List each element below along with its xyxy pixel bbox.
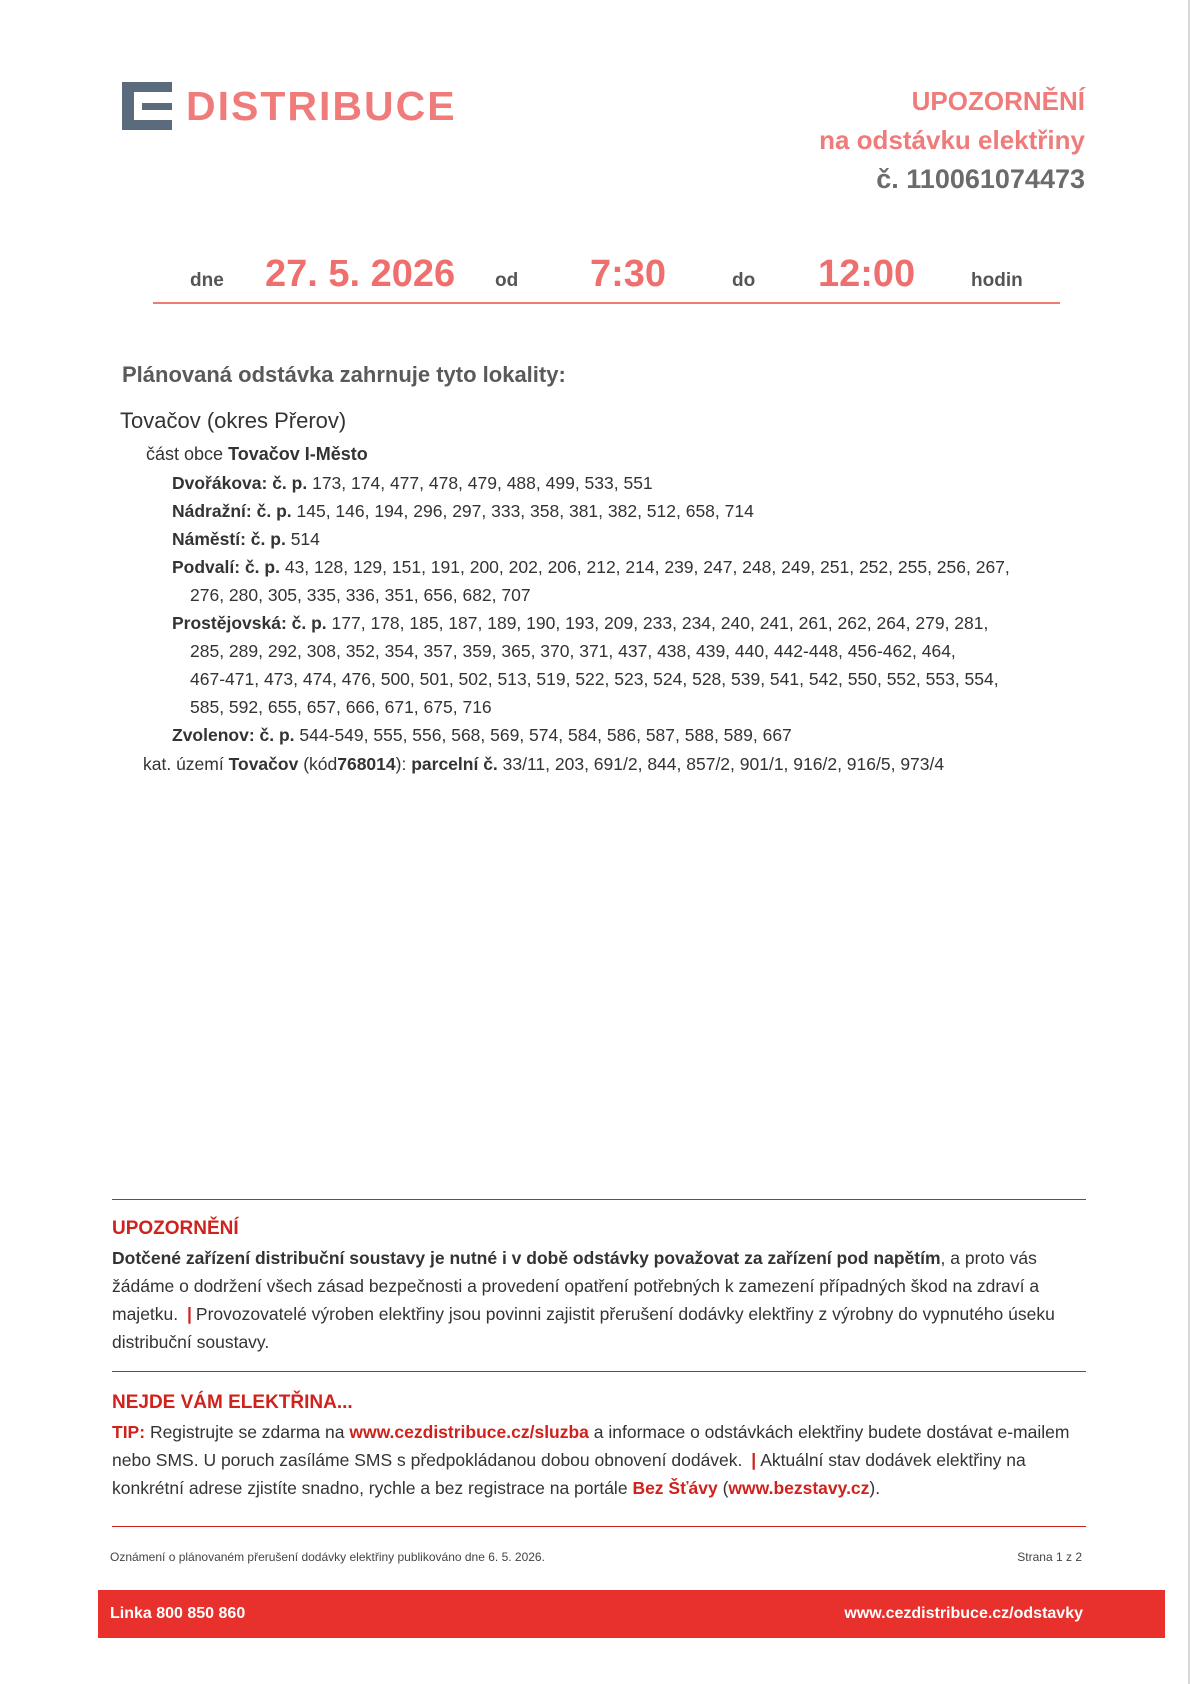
registration-link[interactable]: www.cezdistribuce.cz/sluzba xyxy=(349,1422,589,1442)
cadastre-line xyxy=(143,754,944,775)
house-number-label: č. p. xyxy=(250,529,286,549)
municipality-part xyxy=(146,444,368,465)
tip-text xyxy=(112,1418,1087,1502)
footer-bar xyxy=(98,1590,1165,1638)
notice-subtitle: na odstávku elektřiny xyxy=(819,125,1085,155)
locations-intro: Plánovaná odstávka zahrnuje tyto lokality: xyxy=(122,362,566,387)
hotline: Linka 800 850 860 xyxy=(110,1605,246,1622)
tip-text1: Registrujte se zdarma na xyxy=(149,1422,345,1442)
street-name: Prostějovská: xyxy=(172,613,287,633)
page-number: Strana 1 z 2 xyxy=(1017,1550,1082,1564)
cez-logo-icon xyxy=(122,82,172,130)
cadastre-code-suffix: ): xyxy=(395,754,407,774)
municipality-district: (okres Přerov) xyxy=(206,408,347,433)
house-numbers: 514 xyxy=(290,529,320,549)
cadastre-prefix: kat. území xyxy=(143,754,224,774)
footer-url[interactable]: www.cezdistribuce.cz/odstavky xyxy=(844,1605,1083,1622)
house-numbers-continued: 467-471, 473, 474, 476, 500, 501, 502, 513, 519, 522, 523, 524, 528, 539, 541, 542, 550, 552, 553, 554, xyxy=(190,669,999,689)
divider xyxy=(112,1526,1086,1527)
part-name: Tovačov I-Město xyxy=(228,444,368,464)
house-numbers: 177, 178, 185, 187, 189, 190, 193, 209, 233, 234, 240, 241, 261, 262, 264, 279, 281, xyxy=(331,613,989,633)
street-name: Náměstí: xyxy=(172,529,246,549)
municipality xyxy=(120,408,346,434)
paren-open: ( xyxy=(722,1478,729,1498)
street-name: Zvolenov: xyxy=(172,725,255,745)
house-number-label: č. p. xyxy=(244,557,280,577)
divider xyxy=(112,1371,1086,1372)
house-number-label: č. p. xyxy=(291,613,327,633)
house-numbers: 43, 128, 129, 151, 191, 200, 202, 206, 212, 214, 239, 247, 248, 249, 251, 252, 255, 256, 267, xyxy=(284,557,1010,577)
street-item xyxy=(172,721,1092,749)
notice-number: č. 110061074473 xyxy=(876,164,1085,194)
outage-from: 7:30 xyxy=(590,253,667,295)
cadastre-code: 768014 xyxy=(337,754,396,774)
tip-label: TIP: xyxy=(112,1422,146,1442)
warning-text-after: , a proto vás žádáme o dodržení všech zásad bezpečnosti a provedení opatření potřebných k zamezení případných škod na zdraví a majetku. xyxy=(112,1248,1040,1324)
od-label: od xyxy=(495,270,519,291)
company-logo xyxy=(122,82,457,130)
house-numbers-continued: 276, 280, 305, 335, 336, 351, 656, 682, 707 xyxy=(190,585,531,605)
house-numbers: 145, 146, 194, 296, 297, 333, 358, 381, 382, 512, 658, 714 xyxy=(296,501,754,521)
schedule-row xyxy=(153,250,1060,304)
divider xyxy=(112,1199,1086,1200)
street-item xyxy=(172,609,1092,721)
hodin-label: hodin xyxy=(971,270,1023,291)
notice-header xyxy=(819,82,1085,199)
municipality-name: Tovačov xyxy=(120,408,201,433)
warning-text xyxy=(112,1244,1087,1356)
tip-text3: Aktuální stav dodávek elektřiny na konkrétní adrese zjistíte snadno, rychle a bez registrace na portále xyxy=(112,1450,1026,1498)
parcel-label: parcelní č. xyxy=(411,754,498,774)
house-number-label: č. p. xyxy=(272,473,308,493)
street-item xyxy=(172,553,1092,609)
street-item xyxy=(172,525,1092,553)
street-list xyxy=(172,469,1092,749)
portal-name: Bez Šťávy xyxy=(632,1478,718,1498)
separator: | xyxy=(187,1304,192,1324)
paren-close: ). xyxy=(869,1478,881,1498)
house-numbers-continued: 585, 592, 655, 657, 666, 671, 675, 716 xyxy=(190,697,492,717)
street-item xyxy=(172,469,1092,497)
street-item xyxy=(172,497,1092,525)
outage-to: 12:00 xyxy=(818,253,916,295)
tip-text2: a informace o odstávkách elektřiny budete dostávat e-mailem nebo SMS. U poruch zasíláme SMS s předpokládanou dobou obnovení dodávek. xyxy=(112,1422,1070,1470)
parcel-numbers: 33/11, 203, 691/2, 844, 857/2, 901/1, 916/2, 916/5, 973/4 xyxy=(502,754,945,774)
bezstavy-link[interactable]: www.bezstavy.cz xyxy=(728,1478,870,1498)
cadastre-name: Tovačov xyxy=(228,754,299,774)
house-numbers-continued: 285, 289, 292, 308, 352, 354, 357, 359, 365, 370, 371, 437, 438, 439, 440, 442-448, 456-462, 464, xyxy=(190,641,956,661)
warning-text-second: Provozovatelé výroben elektřiny jsou povinni zajistit přerušení dodávky elektřiny z výrobny do vypnutého úseku distribuční soustavy. xyxy=(112,1304,1055,1352)
logo-text: DISTRIBUCE xyxy=(186,82,457,129)
publication-note: Oznámení o plánovaném přerušení dodávky elektřiny publikováno dne 6. 5. 2026. xyxy=(110,1550,545,1564)
cadastre-code-prefix: (kód xyxy=(303,754,338,774)
house-number-label: č. p. xyxy=(256,501,292,521)
house-number-label: č. p. xyxy=(259,725,295,745)
street-name: Nádražní: xyxy=(172,501,252,521)
house-numbers: 173, 174, 477, 478, 479, 488, 499, 533, 551 xyxy=(312,473,653,493)
warning-bold: Dotčené zařízení distribuční soustavy je nutné i v době odstávky považovat za zařízení pod napětím xyxy=(112,1248,941,1268)
separator: | xyxy=(751,1450,757,1470)
part-prefix: část obce xyxy=(146,444,224,464)
tip-title: NEJDE VÁM ELEKTŘINA... xyxy=(112,1392,353,1413)
street-name: Podvalí: xyxy=(172,557,241,577)
street-name: Dvořákova: xyxy=(172,473,268,493)
house-numbers: 544-549, 555, 556, 568, 569, 574, 584, 586, 587, 588, 589, 667 xyxy=(299,725,792,745)
outage-date: 27. 5. 2026 xyxy=(265,253,456,295)
notice-title: UPOZORNĚNÍ xyxy=(911,86,1085,116)
do-label: do xyxy=(732,270,756,291)
dne-label: dne xyxy=(190,270,224,291)
warning-title: UPOZORNĚNÍ xyxy=(112,1218,239,1239)
